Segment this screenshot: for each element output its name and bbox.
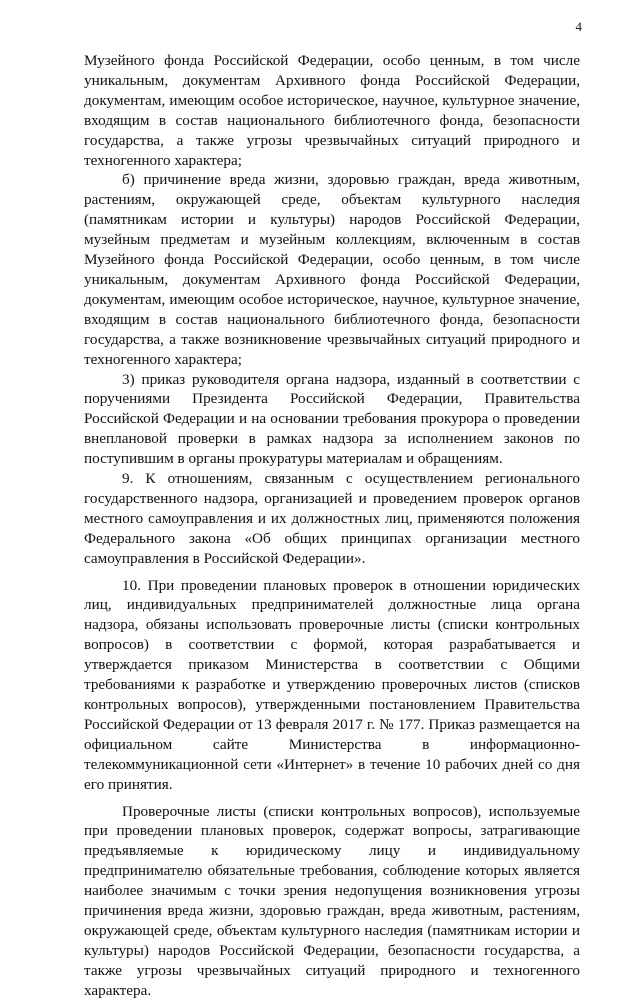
paragraph-section-10: 10. При проведении плановых проверок в отношении юридических лиц, индивидуальных предпринимателей должностные лица органа надзора, обязаны использовать проверочные листы (списки контрольных вопросов) в соответствии с формой, которая разрабатывается и утверждается приказом Министерства в соответствии с Общими требованиями к разработке и утверждению проверочных листов (списков контрольных вопросов), утвержденными постановлением Правительства Российской Федерации от 13 февраля 2017 г. № 177. Приказ размещается на официальном сайте Министерства в информационно-телекоммуникационной сети «Интернет» в течение 10 рабочих дней со дня его принятия.	[84, 576, 580, 793]
paragraph-continuation: Музейного фонда Российской Федерации, особо ценным, в том числе уникальным, документам Архивного фонда Российской Федерации, документам, имеющим особое историческое, научное, культурное значение, входящим в состав национального библиотечного фонда, безопасности государства, а также угрозы чрезвычайных ситуаций природного и техногенного характера;	[84, 52, 580, 169]
page-number: 4	[575, 19, 582, 34]
paragraph-checklists: Проверочные листы (списки контрольных вопросов), используемые при проведении плановых проверок, содержат вопросы, затрагивающие предъявляемые к юридическому лицу и индивидуальному предпринимателю обязательные требования, соблюдение которых является наиболее значимым с точки зрения недопущения возникновения угрозы причинения вреда жизни, здоровью граждан, вреда животным, растениям, окружающей среде, объектам культурного наследия (памятникам истории и культуры) народов Российской Федерации, безопасности государства, а также угрозы чрезвычайных ситуаций природного и техногенного характера.	[84, 802, 580, 999]
paragraph-item-b: б) причинение вреда жизни, здоровью граждан, вреда животным, растениям, окружающей среде, объектам культурного наследия (памятникам истории и культуры) народов Российской Федерации, музейным предметам и музейным коллекциям, включенным в состав Музейного фонда Российской Федерации, особо ценным, в том числе уникальным, документам Архивного фонда Российской Федерации, документам, имеющим особое историческое, научное, культурное значение, входящим в состав национального библиотечного фонда, безопасности государства, а также возникновение чрезвычайных ситуаций природного и техногенного характера;	[84, 171, 580, 368]
document-body	[84, 51, 580, 1001]
paragraph-item-3: 3) приказ руководителя органа надзора, изданный в соответствии с поручениями Президента Российской Федерации, Правительства Российской Федерации и на основании требования прокурора о проведении внеплановой проверки в рамках надзора за исполнением законов по поступившим в органы прокуратуры материалам и обращениям.	[84, 370, 580, 468]
paragraph-section-9: 9. К отношениям, связанным с осуществлением регионального государственного надзора, организацией и проведением проверок органов местного самоуправления и их должностных лиц, применяются положения Федерального закона «Об общих принципах организации местного самоуправления в Российской Федерации».	[84, 470, 580, 567]
